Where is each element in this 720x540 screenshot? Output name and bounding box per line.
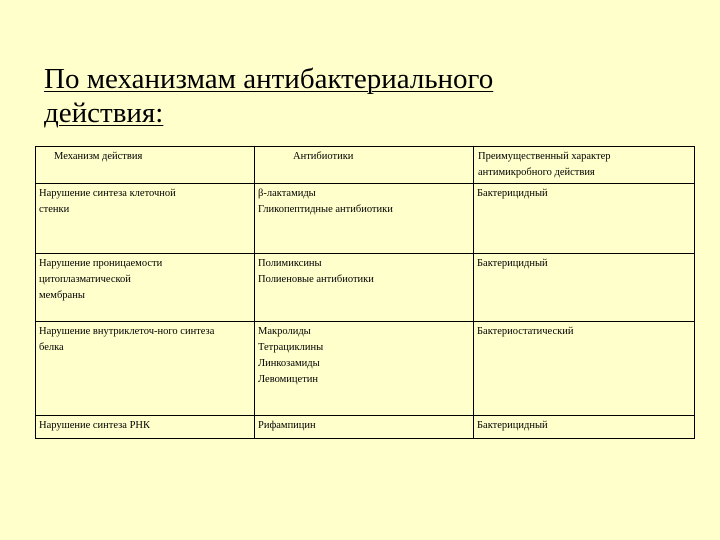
slide-title-line-1: По механизмам антибактериального <box>44 63 494 95</box>
cell-text: Полимиксины <box>258 258 322 269</box>
cell-antibiotics <box>255 254 474 322</box>
cell-text: Гликопептидные антибиотики <box>258 204 393 215</box>
cell-text: Макролиды <box>258 326 311 337</box>
header-mechanism: Механизм действия <box>36 147 255 184</box>
cell-effect: Бактерицидный <box>474 254 695 322</box>
cell-text: Нарушение внутриклеточ-ного синтеза <box>39 326 215 337</box>
cell-effect: Бактериостатический <box>474 322 695 416</box>
cell-text: стенки <box>39 204 70 215</box>
cell-mechanism <box>36 254 255 322</box>
cell-mechanism <box>36 416 255 439</box>
table-row <box>36 254 695 322</box>
cell-text: Рифампицин <box>258 420 316 431</box>
cell-text: Левомицетин <box>258 374 319 385</box>
header-character-line-1: Преимущественный характер <box>478 151 611 162</box>
table-row <box>36 416 695 439</box>
cell-effect: Бактерицидный <box>474 184 695 254</box>
cell-text: мембраны <box>39 290 85 301</box>
slide-title-line-2: действия: <box>44 97 164 129</box>
table-row <box>36 322 695 416</box>
cell-antibiotics <box>255 416 474 439</box>
header-antibiotics: Антибиотики <box>255 147 474 184</box>
cell-text: Линкозамиды <box>258 358 320 369</box>
cell-text: β-лактамиды <box>258 188 316 199</box>
cell-text: Полиеновые антибиотики <box>258 274 374 285</box>
cell-antibiotics <box>255 184 474 254</box>
cell-antibiotics <box>255 322 474 416</box>
cell-effect: Бактерицидный <box>474 416 695 439</box>
cell-text: Тетрациклины <box>258 342 324 353</box>
table-header-row <box>36 147 695 184</box>
slide-title <box>44 62 644 130</box>
table-row <box>36 184 695 254</box>
cell-text: Нарушение проницаемости <box>39 258 163 269</box>
header-character <box>474 147 695 184</box>
header-character-line-2: антимикробного действия <box>478 167 595 178</box>
antibiotic-mechanism-table <box>35 146 695 439</box>
cell-text: белка <box>39 342 64 353</box>
cell-text: цитоплазматической <box>39 274 131 285</box>
cell-text: Нарушение синтеза клеточной <box>39 188 176 199</box>
cell-mechanism <box>36 184 255 254</box>
cell-text: Нарушение синтеза РНК <box>39 420 151 431</box>
cell-mechanism <box>36 322 255 416</box>
